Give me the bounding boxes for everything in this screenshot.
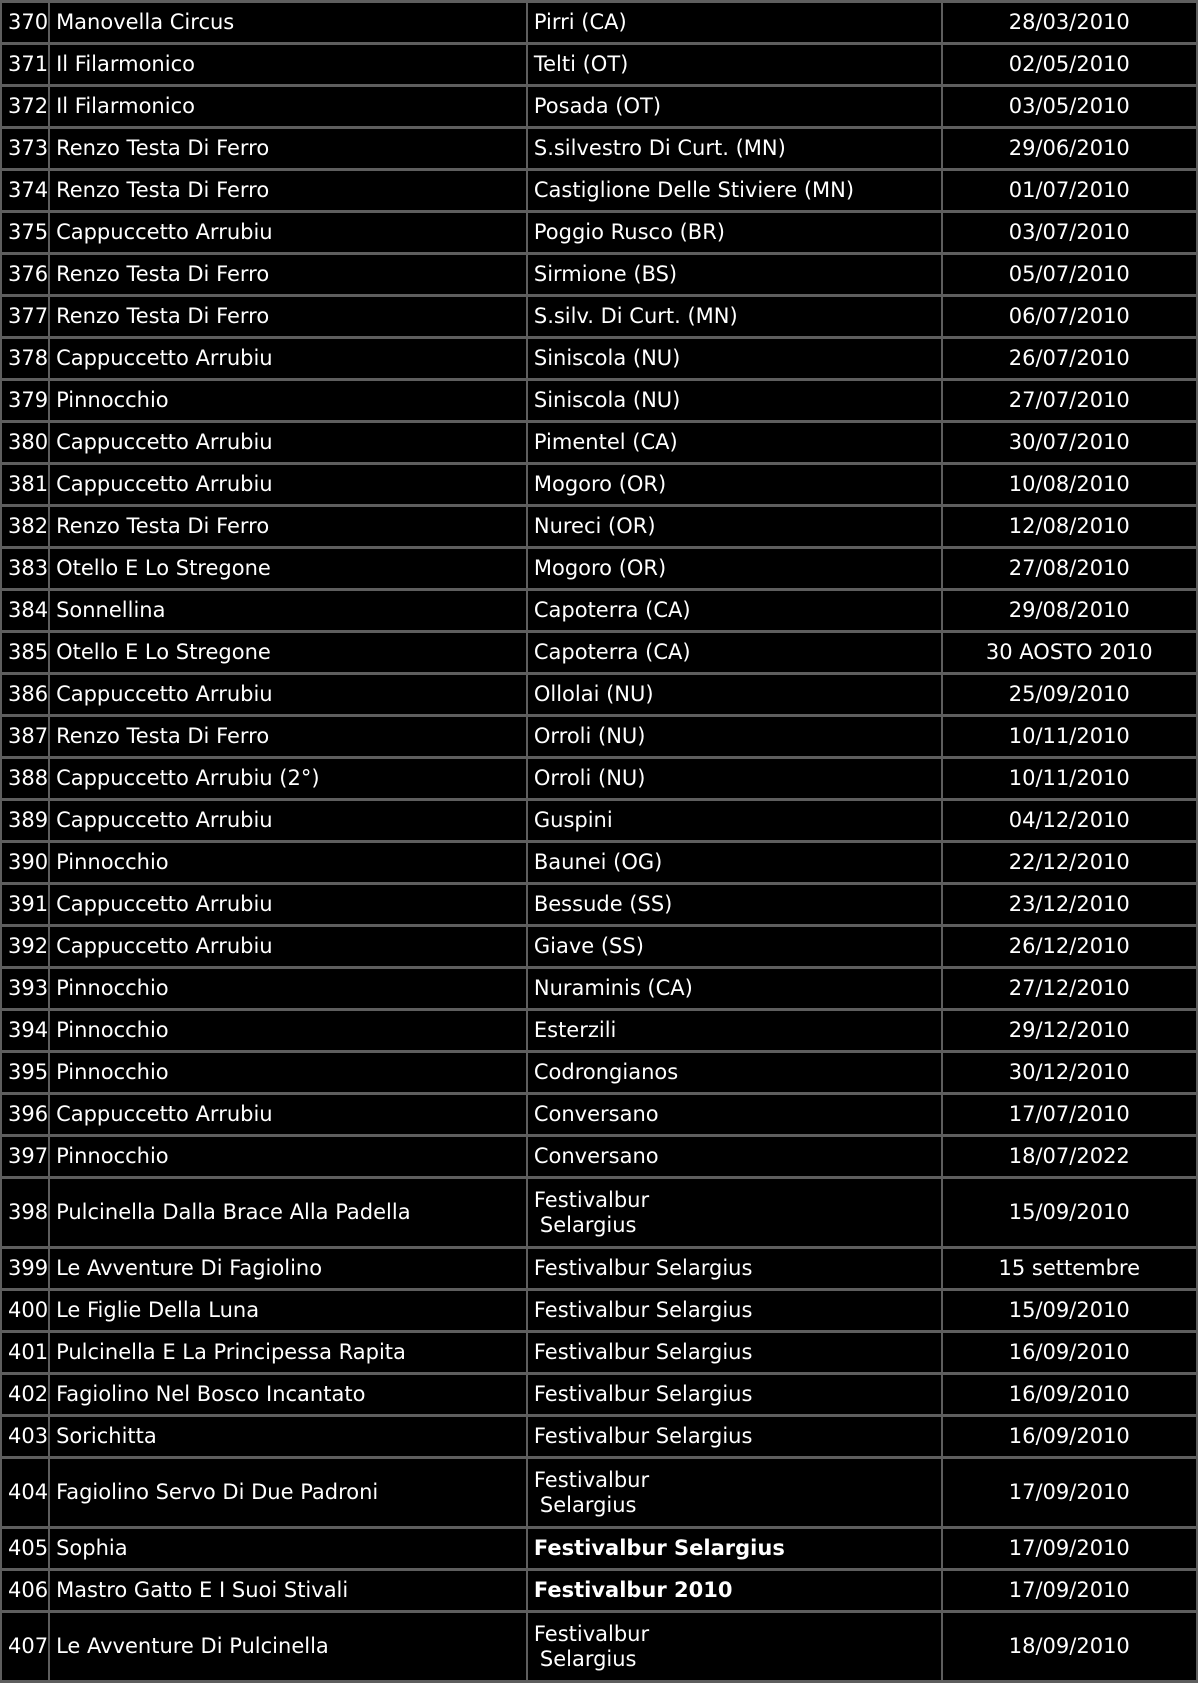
location-line-1: Festivalbur bbox=[533, 1467, 650, 1492]
row-number: 394 bbox=[2, 1011, 48, 1050]
show-title: Pinnocchio bbox=[50, 969, 526, 1008]
row-number: 403 bbox=[2, 1417, 48, 1456]
row-number: 407 bbox=[2, 1613, 48, 1680]
row-number: 392 bbox=[2, 927, 48, 966]
show-title: Pinnocchio bbox=[50, 381, 526, 420]
show-location: Castiglione Delle Stiviere (MN) bbox=[528, 171, 941, 210]
row-number: 406 bbox=[2, 1571, 48, 1610]
row-number: 370 bbox=[2, 3, 48, 42]
show-location: Posada (OT) bbox=[528, 87, 941, 126]
show-date: 18/09/2010 bbox=[943, 1613, 1196, 1680]
show-title: Pinnocchio bbox=[50, 843, 526, 882]
show-title: Cappuccetto Arrubiu bbox=[50, 1095, 526, 1134]
show-title: Cappuccetto Arrubiu bbox=[50, 339, 526, 378]
show-location: Bessude (SS) bbox=[528, 885, 941, 924]
location-line-2: Selargius bbox=[539, 1646, 637, 1671]
show-date: 17/09/2010 bbox=[943, 1459, 1196, 1526]
table-row bbox=[2, 633, 1196, 672]
row-number: 371 bbox=[2, 45, 48, 84]
show-date: 05/07/2010 bbox=[943, 255, 1196, 294]
show-title: Fagiolino Nel Bosco Incantato bbox=[50, 1375, 526, 1414]
show-title: Cappuccetto Arrubiu bbox=[50, 885, 526, 924]
row-number: 374 bbox=[2, 171, 48, 210]
show-location bbox=[528, 1179, 941, 1246]
show-location: Pimentel (CA) bbox=[528, 423, 941, 462]
table-row bbox=[2, 1053, 1196, 1092]
table-row bbox=[2, 843, 1196, 882]
show-location: Festivalbur Selargius bbox=[528, 1529, 941, 1568]
show-date: 15/09/2010 bbox=[943, 1291, 1196, 1330]
show-date: 03/05/2010 bbox=[943, 87, 1196, 126]
show-date: 12/08/2010 bbox=[943, 507, 1196, 546]
show-location: Esterzili bbox=[528, 1011, 941, 1050]
show-location: Mogoro (OR) bbox=[528, 465, 941, 504]
show-title: Pulcinella Dalla Brace Alla Padella bbox=[50, 1179, 526, 1246]
location-line-1: Festivalbur bbox=[533, 1187, 650, 1212]
table-row bbox=[2, 87, 1196, 126]
row-number: 375 bbox=[2, 213, 48, 252]
table-row bbox=[2, 45, 1196, 84]
show-title: Le Figlie Della Luna bbox=[50, 1291, 526, 1330]
show-location: Capoterra (CA) bbox=[528, 633, 941, 672]
row-number: 400 bbox=[2, 1291, 48, 1330]
table-row bbox=[2, 171, 1196, 210]
table-row bbox=[2, 465, 1196, 504]
row-number: 376 bbox=[2, 255, 48, 294]
table-row bbox=[2, 717, 1196, 756]
table-row bbox=[2, 1333, 1196, 1372]
row-number: 377 bbox=[2, 297, 48, 336]
show-date: 06/07/2010 bbox=[943, 297, 1196, 336]
show-title: Fagiolino Servo Di Due Padroni bbox=[50, 1459, 526, 1526]
show-location: Festivalbur Selargius bbox=[528, 1291, 941, 1330]
row-number: 401 bbox=[2, 1333, 48, 1372]
show-location: Orroli (NU) bbox=[528, 759, 941, 798]
show-title: Il Filarmonico bbox=[50, 45, 526, 84]
show-title: Pulcinella E La Principessa Rapita bbox=[50, 1333, 526, 1372]
show-title: Renzo Testa Di Ferro bbox=[50, 255, 526, 294]
row-number: 379 bbox=[2, 381, 48, 420]
show-title: Sorichitta bbox=[50, 1417, 526, 1456]
table-row bbox=[2, 927, 1196, 966]
show-date: 10/11/2010 bbox=[943, 717, 1196, 756]
location-line-2: Selargius bbox=[539, 1212, 637, 1237]
show-location: Festivalbur Selargius bbox=[528, 1417, 941, 1456]
show-date: 03/07/2010 bbox=[943, 213, 1196, 252]
show-date: 16/09/2010 bbox=[943, 1375, 1196, 1414]
show-location: Siniscola (NU) bbox=[528, 381, 941, 420]
show-location: Orroli (NU) bbox=[528, 717, 941, 756]
show-date: 16/09/2010 bbox=[943, 1333, 1196, 1372]
row-number: 391 bbox=[2, 885, 48, 924]
show-location: Conversano bbox=[528, 1095, 941, 1134]
table-row bbox=[2, 1529, 1196, 1568]
show-location: Baunei (OG) bbox=[528, 843, 941, 882]
show-location: Telti (OT) bbox=[528, 45, 941, 84]
show-location: S.silv. Di Curt. (MN) bbox=[528, 297, 941, 336]
row-number: 383 bbox=[2, 549, 48, 588]
table-body bbox=[2, 3, 1196, 1680]
show-date: 27/08/2010 bbox=[943, 549, 1196, 588]
table-row bbox=[2, 591, 1196, 630]
show-date: 02/05/2010 bbox=[943, 45, 1196, 84]
row-number: 397 bbox=[2, 1137, 48, 1176]
show-date: 16/09/2010 bbox=[943, 1417, 1196, 1456]
show-date: 27/07/2010 bbox=[943, 381, 1196, 420]
show-title: Cappuccetto Arrubiu bbox=[50, 465, 526, 504]
table-row bbox=[2, 759, 1196, 798]
table-row bbox=[2, 213, 1196, 252]
row-number: 399 bbox=[2, 1249, 48, 1288]
show-date: 17/07/2010 bbox=[943, 1095, 1196, 1134]
show-location: Ollolai (NU) bbox=[528, 675, 941, 714]
table-row bbox=[2, 1137, 1196, 1176]
show-title: Mastro Gatto E I Suoi Stivali bbox=[50, 1571, 526, 1610]
show-location bbox=[528, 1613, 941, 1680]
table-row bbox=[2, 1291, 1196, 1330]
table-row bbox=[2, 1417, 1196, 1456]
show-title: Renzo Testa Di Ferro bbox=[50, 297, 526, 336]
table-row bbox=[2, 1095, 1196, 1134]
show-title: Il Filarmonico bbox=[50, 87, 526, 126]
show-title: Otello E Lo Stregone bbox=[50, 549, 526, 588]
row-number: 381 bbox=[2, 465, 48, 504]
show-title: Cappuccetto Arrubiu bbox=[50, 213, 526, 252]
show-location: Capoterra (CA) bbox=[528, 591, 941, 630]
row-number: 388 bbox=[2, 759, 48, 798]
show-date: 01/07/2010 bbox=[943, 171, 1196, 210]
show-date: 26/12/2010 bbox=[943, 927, 1196, 966]
show-location: Poggio Rusco (BR) bbox=[528, 213, 941, 252]
table-row bbox=[2, 1179, 1196, 1246]
location-line-2: Selargius bbox=[539, 1492, 637, 1517]
row-number: 372 bbox=[2, 87, 48, 126]
show-date: 17/09/2010 bbox=[943, 1529, 1196, 1568]
show-date: 22/12/2010 bbox=[943, 843, 1196, 882]
table-row bbox=[2, 885, 1196, 924]
show-location: Conversano bbox=[528, 1137, 941, 1176]
row-number: 405 bbox=[2, 1529, 48, 1568]
table-row bbox=[2, 1249, 1196, 1288]
row-number: 384 bbox=[2, 591, 48, 630]
show-location: Guspini bbox=[528, 801, 941, 840]
show-date: 28/03/2010 bbox=[943, 3, 1196, 42]
show-date: 26/07/2010 bbox=[943, 339, 1196, 378]
show-title: Manovella Circus bbox=[50, 3, 526, 42]
row-number: 373 bbox=[2, 129, 48, 168]
row-number: 380 bbox=[2, 423, 48, 462]
table-row bbox=[2, 1571, 1196, 1610]
show-title: Pinnocchio bbox=[50, 1053, 526, 1092]
show-title: Cappuccetto Arrubiu bbox=[50, 927, 526, 966]
row-number: 398 bbox=[2, 1179, 48, 1246]
show-title: Pinnocchio bbox=[50, 1137, 526, 1176]
show-title: Otello E Lo Stregone bbox=[50, 633, 526, 672]
show-title: Le Avventure Di Pulcinella bbox=[50, 1613, 526, 1680]
show-title: Pinnocchio bbox=[50, 1011, 526, 1050]
show-title: Renzo Testa Di Ferro bbox=[50, 171, 526, 210]
show-title: Cappuccetto Arrubiu (2°) bbox=[50, 759, 526, 798]
table-row bbox=[2, 381, 1196, 420]
table-row bbox=[2, 423, 1196, 462]
show-date: 04/12/2010 bbox=[943, 801, 1196, 840]
show-location: Nuraminis (CA) bbox=[528, 969, 941, 1008]
show-location: Festivalbur 2010 bbox=[528, 1571, 941, 1610]
row-number: 378 bbox=[2, 339, 48, 378]
show-location: Sirmione (BS) bbox=[528, 255, 941, 294]
show-date: 30/07/2010 bbox=[943, 423, 1196, 462]
show-location: Festivalbur Selargius bbox=[528, 1333, 941, 1372]
show-title: Cappuccetto Arrubiu bbox=[50, 423, 526, 462]
show-location: Festivalbur Selargius bbox=[528, 1249, 941, 1288]
row-number: 385 bbox=[2, 633, 48, 672]
show-date: 23/12/2010 bbox=[943, 885, 1196, 924]
table-row bbox=[2, 1011, 1196, 1050]
table-row bbox=[2, 1375, 1196, 1414]
show-title: Cappuccetto Arrubiu bbox=[50, 675, 526, 714]
show-location bbox=[528, 1459, 941, 1526]
table-row bbox=[2, 801, 1196, 840]
show-date: 15 settembre bbox=[943, 1249, 1196, 1288]
table-row bbox=[2, 675, 1196, 714]
show-date: 29/06/2010 bbox=[943, 129, 1196, 168]
show-date: 25/09/2010 bbox=[943, 675, 1196, 714]
row-number: 389 bbox=[2, 801, 48, 840]
show-date: 27/12/2010 bbox=[943, 969, 1196, 1008]
table-row bbox=[2, 507, 1196, 546]
show-date: 15/09/2010 bbox=[943, 1179, 1196, 1246]
show-title: Sonnellina bbox=[50, 591, 526, 630]
show-title: Cappuccetto Arrubiu bbox=[50, 801, 526, 840]
show-title: Renzo Testa Di Ferro bbox=[50, 507, 526, 546]
show-location: Codrongianos bbox=[528, 1053, 941, 1092]
show-title: Renzo Testa Di Ferro bbox=[50, 717, 526, 756]
table-row bbox=[2, 549, 1196, 588]
row-number: 387 bbox=[2, 717, 48, 756]
show-date: 10/08/2010 bbox=[943, 465, 1196, 504]
show-date: 29/12/2010 bbox=[943, 1011, 1196, 1050]
row-number: 395 bbox=[2, 1053, 48, 1092]
location-line-1: Festivalbur bbox=[533, 1621, 650, 1646]
row-number: 393 bbox=[2, 969, 48, 1008]
table-row bbox=[2, 339, 1196, 378]
show-date: 30/12/2010 bbox=[943, 1053, 1196, 1092]
show-date: 17/09/2010 bbox=[943, 1571, 1196, 1610]
show-location: Festivalbur Selargius bbox=[528, 1375, 941, 1414]
show-date: 18/07/2022 bbox=[943, 1137, 1196, 1176]
show-location: Giave (SS) bbox=[528, 927, 941, 966]
row-number: 390 bbox=[2, 843, 48, 882]
table-row bbox=[2, 969, 1196, 1008]
row-number: 396 bbox=[2, 1095, 48, 1134]
show-date: 30 AOSTO 2010 bbox=[943, 633, 1196, 672]
show-location: Nureci (OR) bbox=[528, 507, 941, 546]
table-row bbox=[2, 255, 1196, 294]
show-date: 29/08/2010 bbox=[943, 591, 1196, 630]
show-title: Renzo Testa Di Ferro bbox=[50, 129, 526, 168]
show-date: 10/11/2010 bbox=[943, 759, 1196, 798]
show-location: Pirri (CA) bbox=[528, 3, 941, 42]
row-number: 404 bbox=[2, 1459, 48, 1526]
show-title: Le Avventure Di Fagiolino bbox=[50, 1249, 526, 1288]
table-row bbox=[2, 3, 1196, 42]
table-row bbox=[2, 1459, 1196, 1526]
show-title: Sophia bbox=[50, 1529, 526, 1568]
table-row bbox=[2, 1613, 1196, 1680]
show-location: Siniscola (NU) bbox=[528, 339, 941, 378]
show-location: S.silvestro Di Curt. (MN) bbox=[528, 129, 941, 168]
table-row bbox=[2, 297, 1196, 336]
row-number: 386 bbox=[2, 675, 48, 714]
row-number: 382 bbox=[2, 507, 48, 546]
table-row bbox=[2, 129, 1196, 168]
row-number: 402 bbox=[2, 1375, 48, 1414]
show-location: Mogoro (OR) bbox=[528, 549, 941, 588]
